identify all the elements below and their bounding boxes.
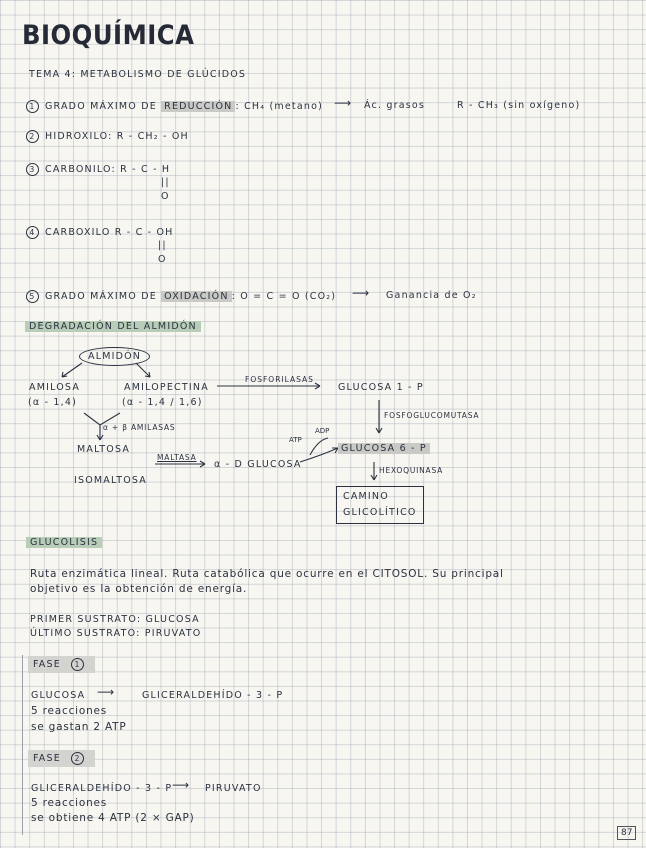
item1-methane: : CH₄ (metano) [235,101,323,112]
glucolisis-desc-line2: objetivo es la obtención de energía. [30,583,248,595]
amilosa-bond: (α - 1,4) [28,397,78,408]
fase1-text: FASE [33,659,61,670]
fase1-label [28,656,95,673]
item3-double-bond: || [161,177,170,188]
arrow-right-icon: ⟶ [334,96,352,110]
number-3-icon: 3 [26,163,39,176]
arrow-right-icon: ⟶ [172,778,190,792]
item1-formula: R - CH₃ (sin oxígeno) [457,100,581,111]
fase2-atp: se obtiene 4 ATP (2 × GAP) [31,812,195,824]
glucolisis-desc-line1: Ruta enzimática lineal. Ruta catabólica que ocurre en el CITOSOL. Su principal [30,568,504,580]
fosforilasas-label: FOSFORILASAS [245,375,314,384]
fase1-reactions: 5 reacciones [31,705,108,717]
arrow-right-icon: ⟶ [352,286,370,300]
item4-double-bond: || [158,240,167,251]
amilosa-node: AMILOSA [29,382,81,393]
number-1-icon: 1 [71,658,84,671]
isomaltosa-node: ISOMALTOSA [74,475,147,486]
item3-oxygen: O [161,191,170,202]
item5-highlight: OXIDACIÓN [161,291,231,302]
item1-text: GRADO MÁXIMO DE [45,101,157,112]
hexoquinasa-label: HEXOQUINASA [379,466,444,475]
primer-sustrato: PRIMER SUSTRATO: GLUCOSA [30,614,200,625]
fase2-end: PIRUVATO [205,783,262,794]
amilasas-label: α + β AMILASAS [103,423,176,432]
section-heading-glucolisis: GLUCOLISIS [26,537,102,548]
page-title: BIOQUÍMICA [22,20,195,51]
fosfoglucomutasa-label: FOSFOGLUCOMUTASA [384,411,480,420]
item5-text: GRADO MÁXIMO DE [45,291,157,302]
glucosa-1p-node: GLUCOSA 1 - P [338,382,424,393]
fase1-end: GLICERALDEHÍDO - 3 - P [142,690,284,701]
alpha-d-glucosa-node: α - D GLUCOSA [214,459,302,470]
fase2-label [28,750,95,767]
item4-text: CARBOXILO R - C - OH [45,227,174,238]
fase2-start: GLICERALDEHÍDO - 3 - P [31,783,173,794]
glicolitico-text: GLICOLÍTICO [343,507,417,518]
atp-label: ATP [289,436,302,444]
camino-text: CAMINO [343,491,389,502]
phase-bracket [22,655,23,835]
page-number: 87 [617,826,636,840]
number-4-icon: 4 [26,226,39,239]
number-2-icon: 2 [71,752,84,765]
item2-text: HIDROXILO: R - CH₂ - OH [45,131,189,142]
maltosa-node: MALTOSA [77,444,131,455]
arrow-right-icon: ⟶ [97,685,115,699]
glucosa-6p-node: GLUCOSA 6 - P [338,443,430,454]
number-5-icon: 5 [26,290,39,303]
item3-text: CARBONILO: R - C - H [45,164,171,175]
almidon-node: ALMIDÓN [79,347,150,366]
amilopectina-node: AMILOPECTINA [124,382,209,393]
item5-gain: Ganancia de O₂ [386,290,477,301]
ultimo-sustrato: ÚLTIMO SUSTRATO: PIRUVATO [30,628,202,639]
fase1-atp: se gastan 2 ATP [31,721,127,733]
item4-oxygen: O [158,254,167,265]
number-1-icon: 1 [26,100,39,113]
maltasa-label: MALTASA [157,453,197,462]
amilopectina-bond: (α - 1,4 / 1,6) [122,397,203,408]
camino-glicolitico-box [336,486,424,524]
item5-co2: : O = C = O (CO₂) [231,291,337,302]
fase1-start: GLUCOSA [31,690,86,701]
fase2-reactions: 5 reacciones [31,797,108,809]
fase2-text: FASE [33,753,61,764]
adp-label: ADP [315,427,330,435]
item1-highlight: REDUCCIÓN [161,101,235,112]
item1-fatty-acids: Ác. grasos [364,100,426,111]
section-heading-degradacion: DEGRADACIÓN DEL ALMIDÓN [25,321,201,332]
subtitle: TEMA 4: METABOLISMO DE GLÚCIDOS [29,69,247,80]
number-2-icon: 2 [26,130,39,143]
